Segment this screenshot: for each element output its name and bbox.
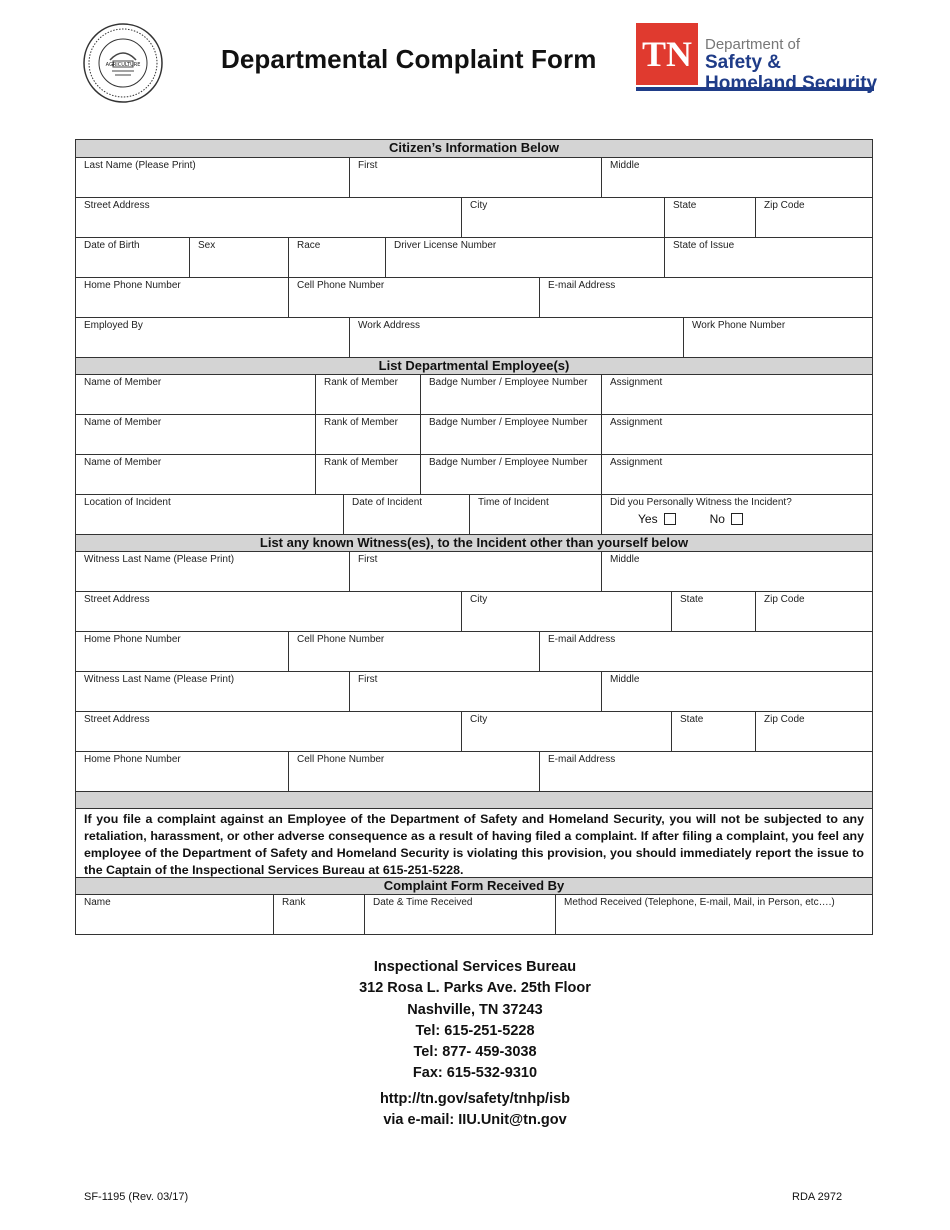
contact-block bbox=[0, 957, 950, 1131]
employee-row bbox=[76, 374, 872, 415]
witness-city-field[interactable]: City bbox=[461, 711, 671, 751]
svg-text:AGRICULTURE: AGRICULTURE bbox=[105, 62, 141, 68]
logo-line1: Department of bbox=[705, 36, 801, 53]
logo-line2: Safety & bbox=[705, 52, 782, 73]
citizen-name-row bbox=[76, 157, 872, 198]
no-checkbox[interactable] bbox=[731, 513, 743, 525]
witness-cell-phone-field[interactable]: Cell Phone Number bbox=[288, 631, 539, 671]
witness-street-field[interactable]: Street Address bbox=[84, 714, 150, 725]
witness-question-field: Did you Personally Witness the Incident? Yes No bbox=[601, 494, 874, 534]
race-field[interactable]: Race bbox=[288, 237, 385, 277]
witness-city-field[interactable]: City bbox=[461, 591, 671, 631]
witness-first-name-field[interactable]: First bbox=[349, 551, 601, 591]
member-name-field[interactable]: Name of Member bbox=[84, 377, 162, 388]
witness-last-name-field[interactable]: Witness Last Name (Please Print) bbox=[84, 554, 235, 565]
incident-date-field[interactable]: Date of Incident bbox=[343, 494, 469, 534]
assignment-field[interactable]: Assignment bbox=[601, 454, 874, 494]
witness-home-phone-field[interactable]: Home Phone Number bbox=[84, 754, 181, 765]
witness-email-field[interactable]: E-mail Address bbox=[539, 631, 874, 671]
received-section-header: Complaint Form Received By bbox=[76, 877, 872, 895]
received-row bbox=[76, 894, 872, 935]
received-method-field[interactable]: Method Received (Telephone, E-mail, Mail, in Person, etc….) bbox=[555, 894, 874, 935]
witness-last-name-field[interactable]: Witness Last Name (Please Print) bbox=[84, 674, 235, 685]
email-field[interactable]: E-mail Address bbox=[539, 277, 874, 317]
assignment-field[interactable]: Assignment bbox=[601, 414, 874, 454]
witness-cell-phone-field[interactable]: Cell Phone Number bbox=[288, 751, 539, 791]
member-rank-field[interactable]: Rank of Member bbox=[315, 374, 420, 414]
zip-code-field[interactable]: Zip Code bbox=[755, 197, 874, 237]
assignment-field[interactable]: Assignment bbox=[601, 374, 874, 414]
website-link[interactable]: http://tn.gov/safety/tnhp/isb bbox=[379, 1090, 571, 1107]
city-state-zip: Nashville, TN 37243 bbox=[407, 1001, 543, 1018]
witness-state-field[interactable]: State bbox=[671, 591, 755, 631]
witness-address-row bbox=[76, 711, 872, 752]
home-phone-field[interactable]: Home Phone Number bbox=[84, 280, 181, 291]
yes-checkbox[interactable] bbox=[664, 513, 676, 525]
member-rank-field[interactable]: Rank of Member bbox=[315, 414, 420, 454]
last-name-field[interactable]: Last Name (Please Print) bbox=[84, 160, 196, 171]
received-datetime-field[interactable]: Date & Time Received bbox=[364, 894, 555, 935]
witness-first-name-field[interactable]: First bbox=[349, 671, 601, 711]
page-title: Departmental Complaint Form bbox=[221, 44, 597, 74]
witness-email-field[interactable]: E-mail Address bbox=[539, 751, 874, 791]
citizen-phone-row bbox=[76, 277, 872, 318]
witness-name-row bbox=[76, 551, 872, 592]
form-number: SF-1195 (Rev. 03/17) bbox=[84, 1191, 189, 1203]
employee-row bbox=[76, 414, 872, 455]
citizen-employment-row bbox=[76, 317, 872, 358]
work-phone-field[interactable]: Work Phone Number bbox=[683, 317, 874, 357]
phone-2: Tel: 877- 459-3038 bbox=[413, 1044, 537, 1061]
street-address-field[interactable]: Street Address bbox=[84, 200, 150, 211]
witness-zip-field[interactable]: Zip Code bbox=[755, 711, 874, 751]
logo-line3: Homeland Security bbox=[705, 73, 878, 94]
badge-number-field[interactable]: Badge Number / Employee Number bbox=[420, 414, 601, 454]
phone-1: Tel: 615-251-5228 bbox=[415, 1022, 535, 1039]
first-name-field[interactable]: First bbox=[349, 157, 601, 197]
retaliation-notice: If you file a complaint against an Employee of the Department of Safety and Homeland Security, you will not be subjected to any retaliation, harassment, or other adverse consequence as a result of having filed a complaint. If after filing a complaint, you feel any employee of the Department of Safety and Homeland Security is violating this provision, you should immediately report the issue to the Captain of the Inspectional Services Bureau at 615-251-5228. bbox=[84, 812, 864, 877]
witness-zip-field[interactable]: Zip Code bbox=[755, 591, 874, 631]
incident-row bbox=[76, 494, 872, 535]
badge-number-field[interactable]: Badge Number / Employee Number bbox=[420, 454, 601, 494]
employed-by-field[interactable]: Employed By bbox=[84, 320, 143, 331]
witness-home-phone-field[interactable]: Home Phone Number bbox=[84, 634, 181, 645]
citizen-identity-row bbox=[76, 237, 872, 278]
member-name-field[interactable]: Name of Member bbox=[84, 457, 162, 468]
witness-section-header: List any known Witness(es), to the Incident other than yourself below bbox=[76, 534, 872, 552]
no-label: No bbox=[709, 512, 725, 526]
city-field[interactable]: City bbox=[461, 197, 664, 237]
received-rank-field[interactable]: Rank bbox=[273, 894, 364, 935]
employee-section-header: List Departmental Employee(s) bbox=[76, 357, 872, 375]
witness-address-row bbox=[76, 591, 872, 632]
citizen-section-header: Citizen’s Information Below bbox=[76, 140, 872, 158]
spacer-band bbox=[76, 791, 872, 809]
email-link[interactable]: via e-mail: IIU.Unit@tn.gov bbox=[383, 1112, 567, 1129]
sex-field[interactable]: Sex bbox=[189, 237, 288, 277]
incident-time-field[interactable]: Time of Incident bbox=[469, 494, 601, 534]
yes-label: Yes bbox=[638, 512, 658, 526]
witness-name-row bbox=[76, 671, 872, 712]
badge-number-field[interactable]: Badge Number / Employee Number bbox=[420, 374, 601, 414]
state-field[interactable]: State bbox=[664, 197, 755, 237]
employee-row bbox=[76, 454, 872, 495]
driver-license-field[interactable]: Driver License Number bbox=[385, 237, 664, 277]
date-of-birth-field[interactable]: Date of Birth bbox=[84, 240, 140, 251]
citizen-address-row bbox=[76, 197, 872, 238]
witness-yes-no bbox=[638, 512, 743, 526]
street-address: 312 Rosa L. Parks Ave. 25th Floor bbox=[359, 980, 591, 997]
middle-name-field[interactable]: Middle bbox=[601, 157, 874, 197]
tn-safety-logo bbox=[636, 23, 876, 98]
witness-phone-row bbox=[76, 751, 872, 792]
witness-middle-name-field[interactable]: Middle bbox=[601, 551, 874, 591]
state-of-issue-field[interactable]: State of Issue bbox=[664, 237, 874, 277]
fax-number: Fax: 615-532-9310 bbox=[412, 1065, 538, 1082]
state-seal-logo bbox=[82, 22, 164, 104]
rda-number: RDA 2972 bbox=[792, 1191, 843, 1203]
tn-logo-box: TN bbox=[636, 23, 698, 85]
complaint-form bbox=[75, 139, 873, 935]
work-address-field[interactable]: Work Address bbox=[349, 317, 683, 357]
received-name-field[interactable]: Name bbox=[84, 897, 111, 908]
cell-phone-field[interactable]: Cell Phone Number bbox=[288, 277, 539, 317]
member-name-field[interactable]: Name of Member bbox=[84, 417, 162, 428]
member-rank-field[interactable]: Rank of Member bbox=[315, 454, 420, 494]
incident-location-field[interactable]: Location of Incident bbox=[84, 497, 171, 508]
witness-middle-name-field[interactable]: Middle bbox=[601, 671, 874, 711]
witness-state-field[interactable]: State bbox=[671, 711, 755, 751]
witness-street-field[interactable]: Street Address bbox=[84, 594, 150, 605]
witness-phone-row bbox=[76, 631, 872, 672]
bureau-name: Inspectional Services Bureau bbox=[373, 959, 577, 975]
